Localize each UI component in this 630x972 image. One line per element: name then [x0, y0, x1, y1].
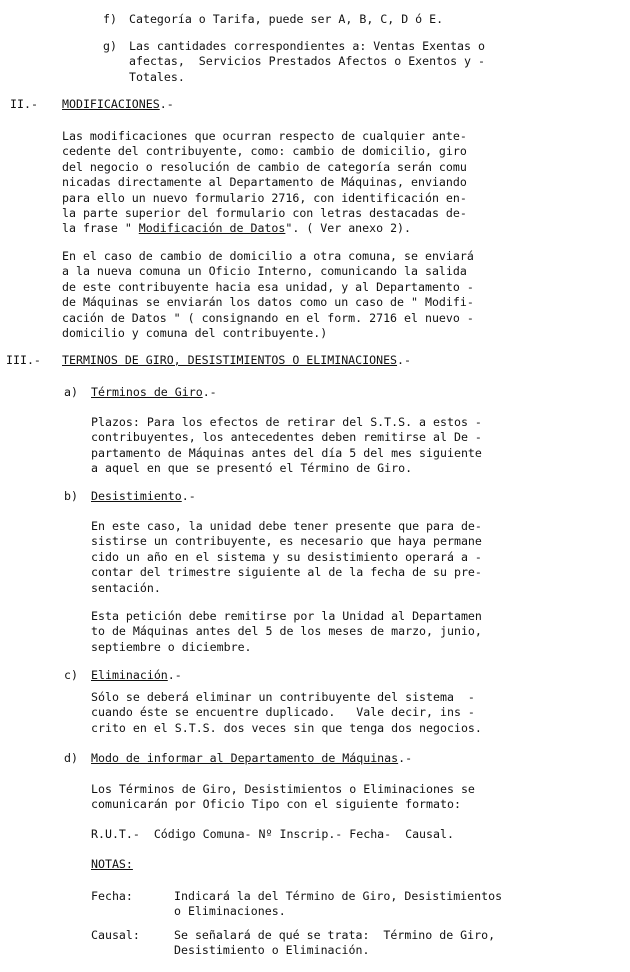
item-c-text: Sólo se deberá eliminar un contribuyente del sistema - cuando éste se encuentre duplicado. Vale decir, ins - crito en el S.T.S. dos veces sin que tenga dos negocios.: [91, 690, 482, 735]
modificacion-de-datos-phrase: Modificación de Datos: [138, 221, 286, 236]
item-b-title: Desistimiento: [91, 489, 182, 503]
item-a-heading: Términos de Giro.-: [91, 385, 217, 399]
section-iii-number: III.-: [6, 353, 41, 367]
causal-label: Causal:: [91, 928, 140, 942]
item-g-text: Las cantidades correspondientes a: Ventas Exentas o afectas, Servicios Prestados Afectos o Exentos y - Totales.: [129, 39, 485, 84]
item-d-marker: d): [64, 751, 78, 765]
item-c-marker: c): [64, 668, 78, 682]
notas-label: NOTAS:: [91, 857, 133, 871]
section-ii-title: MODIFICACIONES: [62, 97, 160, 111]
item-c-title: Eliminación: [91, 668, 168, 682]
section-ii-paragraph-2: En el caso de cambio de domicilio a otra comuna, se enviará a la nueva comuna un Oficio Interno, comunicando la salida de este contribuyente hacia esa unidad, y al Departamento - de Máquinas se enviarán los datos como un caso de " Modifi- cación de Datos " ( consignando en el form. 2716 el nuevo - domicilio y comuna del contribuyente.): [62, 249, 474, 341]
section-iii-title: TERMINOS DE GIRO, DESISTIMIENTOS O ELIMINACIONES: [62, 353, 398, 367]
item-b-paragraph-2: Esta petición debe remitirse por la Unidad al Departamen to de Máquinas antes del 5 de los meses de marzo, junio, septiembre o diciembre.: [91, 609, 482, 654]
format-line: R.U.T.- Código Comuna- Nº Inscrip.- Fecha- Causal.: [91, 827, 454, 841]
section-ii-number: II.-: [10, 97, 38, 111]
fecha-text: Indicará la del Término de Giro, Desistimientos o Eliminaciones.: [174, 889, 503, 919]
item-a-text: Plazos: Para los efectos de retirar del S.T.S. a estos - contribuyentes, los antecedentes deben remitirse al De - partamento de Máquinas antes del día 5 del mes siguiente a aquel en que se presentó el Término de Giro.: [91, 415, 482, 476]
section-iii-heading: TERMINOS DE GIRO, DESISTIMIENTOS O ELIMINACIONES.-: [62, 353, 412, 367]
item-d-title: Modo de informar al Departamento de Máquinas: [91, 751, 399, 765]
item-d-text: Los Términos de Giro, Desistimientos o Eliminaciones se comunicarán por Oficio Tipo con el siguiente formato:: [91, 782, 475, 812]
item-a-marker: a): [64, 385, 78, 399]
item-a-title: Términos de Giro: [91, 385, 203, 399]
item-f-text: Categoría o Tarifa, puede ser A, B, C, D ó E.: [129, 12, 444, 26]
section-ii-paragraph-1: Las modificaciones que ocurran respecto de cualquier ante- cedente del contribuyente, como: cambio de domicilio, giro del negocio o resolución de cambio de categoría serán comu nicadas directamente al Departamento de Máquinas, enviando para ello un nuevo formulario 2716, con identificación en- la parte superior del formulario con letras destacadas de- la frase " Modificación de Datos". ( Ver anexo 2).: [62, 129, 467, 236]
item-c-heading: Eliminación.-: [91, 668, 182, 682]
causal-text: Se señalará de qué se trata: Término de Giro, Desistimiento o Eliminación.: [174, 928, 496, 958]
section-ii-heading: MODIFICACIONES.-: [62, 97, 174, 111]
item-g-marker: g): [103, 39, 117, 53]
item-b-paragraph-1: En este caso, la unidad debe tener presente que para de- sistirse un contribuyente, es necesario que haya permane cido un año en el sistema y su desistimiento operará a - contar del trimestre siguiente al de la fecha de su pre- sentación.: [91, 519, 482, 595]
item-f-marker: f): [103, 12, 117, 26]
fecha-label: Fecha:: [91, 889, 133, 903]
item-b-marker: b): [64, 489, 78, 503]
item-b-heading: Desistimiento.-: [91, 489, 196, 503]
item-d-heading: Modo de informar al Departamento de Máquinas.-: [91, 751, 413, 765]
